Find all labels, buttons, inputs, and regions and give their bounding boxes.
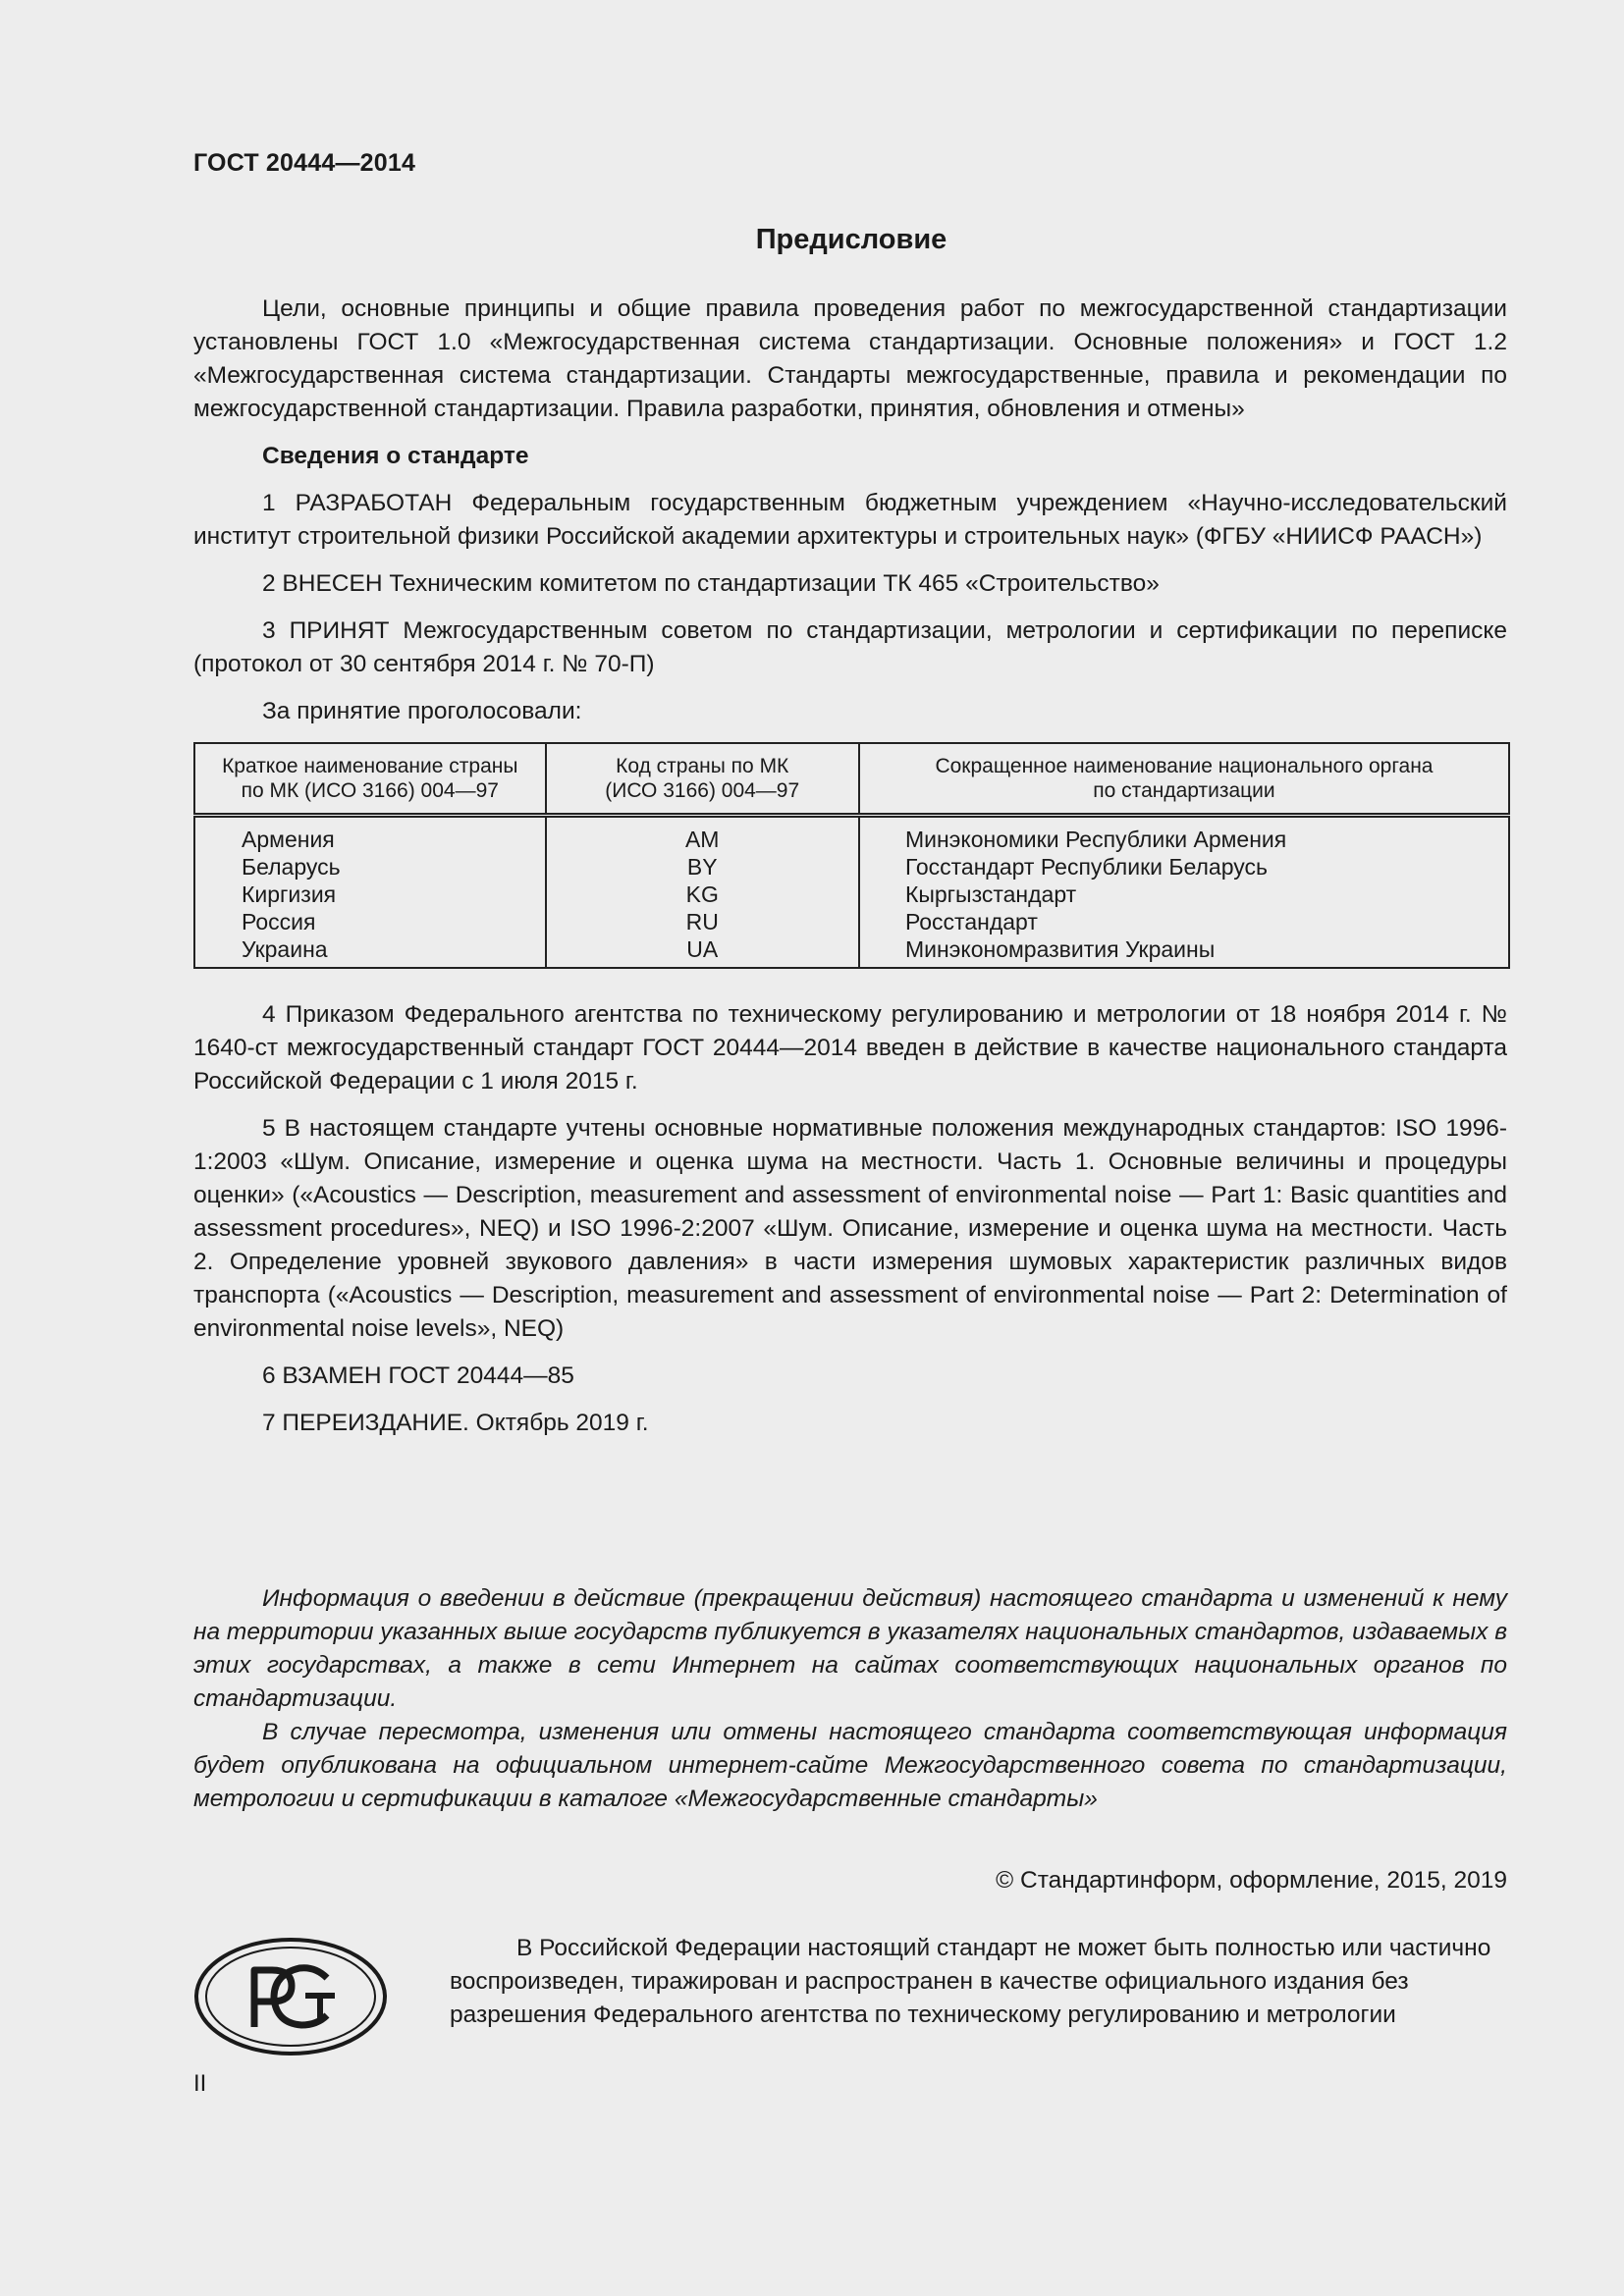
- item-6: 6 ВЗАМЕН ГОСТ 20444—85: [262, 1362, 574, 1389]
- notice-paragraph-2: В случае пересмотра, изменения или отмены настоящего стандарта соответствующая информация будет опубликована на официальном интернет-сайте Межгосударственного совета по стандартизации, метрологии и сертификации в каталоге «Межгосударственные стандарты»: [193, 1719, 1507, 1812]
- header-body: [859, 743, 1509, 816]
- item-4: 4 Приказом Федерального агентства по техническому регулированию и метрологии от 18 ноября 2014 г. № 1640-ст межгосударственный стандарт ГОСТ 20444—2014 введен в действие в качестве национального стандарта Российской Федерации с 1 июля 2015 г.: [193, 1001, 1507, 1095]
- notice-paragraph-1: Информация о введении в действие (прекращении действия) настоящего стандарта и изменений к нему на территории указанных выше государств публикуется в указателях национальных стандартов, издаваемых в этих государствах, а также в сети Интернет на сайтах соответствующих национальных органов по стандартизации.: [193, 1585, 1507, 1712]
- country-name: Россия: [242, 909, 316, 934]
- header-code-line1: Код страны по МК: [616, 755, 789, 777]
- standards-body: Кыргызстандарт: [904, 881, 1077, 907]
- intro-paragraph: Цели, основные принципы и общие правила проведения работ по межгосударственной стандартизации установлены ГОСТ 1.0 «Межгосударственная система стандартизации. Основные положения» и ГОСТ 1.2 «Межгосударственная система стандартизации. Стандарты межгосударственные, правила и рекомендации по межгосударственной стандартизации. Правила разработки, принятия, обновления и отмены»: [193, 295, 1507, 422]
- country-name: Украина: [242, 936, 328, 962]
- standards-body: Росстандарт: [904, 909, 1038, 934]
- item-1: 1 РАЗРАБОТАН Федеральным государственным бюджетным учреждением «Научно-исследовательский институт строительной физики Российской академии архитектуры и строительных наук» (ФГБУ «НИИСФ РААСН»): [193, 490, 1507, 550]
- country-name: Киргизия: [242, 881, 337, 907]
- info-heading: Сведения о стандарте: [262, 443, 529, 469]
- header-country-line1: Краткое наименование страны: [222, 755, 518, 777]
- item-5: 5 В настоящем стандарте учтены основные нормативные положения международных стандартов: ISO 1996-1:2003 «Шум. Описание, измерение и оценка шума на местности. Часть 1. Основные величины и процедуры оценки» («Acoustics — Description, measurement and assessment of environmental noise — Part 1: Basic quantities and assessment procedures», NEQ) и ISO 1996-2:2007 «Шум. Описание, измерение и оценка шума на местности. Часть 2. Определение уровней звукового давления» в части измерения шумовых характеристик различных видов транспорта («Acoustics — Description, measurement and assessment of environmental noise — Part 2: Determination of environmental noise levels», NEQ): [193, 1115, 1507, 1342]
- rst-logo-icon: [193, 1937, 388, 2056]
- rights-notice: [450, 1932, 1508, 2032]
- copyright-line: © Стандартинформ, оформление, 2015, 2019: [996, 1867, 1507, 1894]
- country-cell: [194, 816, 546, 969]
- document-id-header: ГОСТ 20444—2014: [193, 149, 416, 177]
- header-code: [546, 743, 859, 816]
- voting-table: [193, 742, 1510, 969]
- header-code-line2: (ИСО 3166) 004—97: [605, 779, 800, 802]
- header-country: [194, 743, 546, 816]
- rights-paragraph: В Российской Федерации настоящий стандарт не может быть полностью или частично воспроизведен, тиражирован и распространен в качестве официального издания без разрешения Федерального агентства по техническому регулированию и метрологии: [450, 1935, 1491, 2028]
- item-2: 2 ВНЕСЕН Техническим комитетом по стандартизации ТК 465 «Строительство»: [262, 570, 1160, 597]
- standards-body: Госстандарт Республики Беларусь: [904, 854, 1268, 880]
- code-cell: [546, 816, 859, 969]
- header-country-line2: по МК (ИСО 3166) 004—97: [241, 779, 499, 802]
- item-7: 7 ПЕРЕИЗДАНИЕ. Октябрь 2019 г.: [262, 1410, 649, 1436]
- country-name: Армения: [242, 827, 335, 852]
- header-body-line2: по стандартизации: [1093, 779, 1275, 802]
- table-header-row: [194, 743, 1509, 816]
- header-body-line1: Сокращенное наименование национального органа: [935, 755, 1434, 777]
- table-row: [194, 816, 1509, 969]
- standards-body: Минэкономики Республики Армения: [904, 827, 1287, 852]
- country-code: AM: [684, 827, 720, 852]
- vote-intro: За принятие проголосовали:: [262, 698, 582, 724]
- country-code: UA: [686, 936, 719, 962]
- country-code: KG: [685, 881, 719, 907]
- standards-body: Минэкономразвития Украины: [904, 936, 1216, 962]
- page-number: II: [193, 2070, 207, 2097]
- country-code: RU: [685, 909, 719, 934]
- page-title: Предисловие: [755, 224, 947, 255]
- document-body: [193, 293, 1507, 1440]
- body-cell: [859, 816, 1509, 969]
- country-name: Беларусь: [242, 854, 341, 880]
- country-code: BY: [686, 854, 718, 880]
- publication-notice: [193, 1582, 1507, 1816]
- item-3: 3 ПРИНЯТ Межгосударственным советом по стандартизации, метрологии и сертификации по переписке (протокол от 30 сентября 2014 г. № 70-П): [193, 617, 1507, 677]
